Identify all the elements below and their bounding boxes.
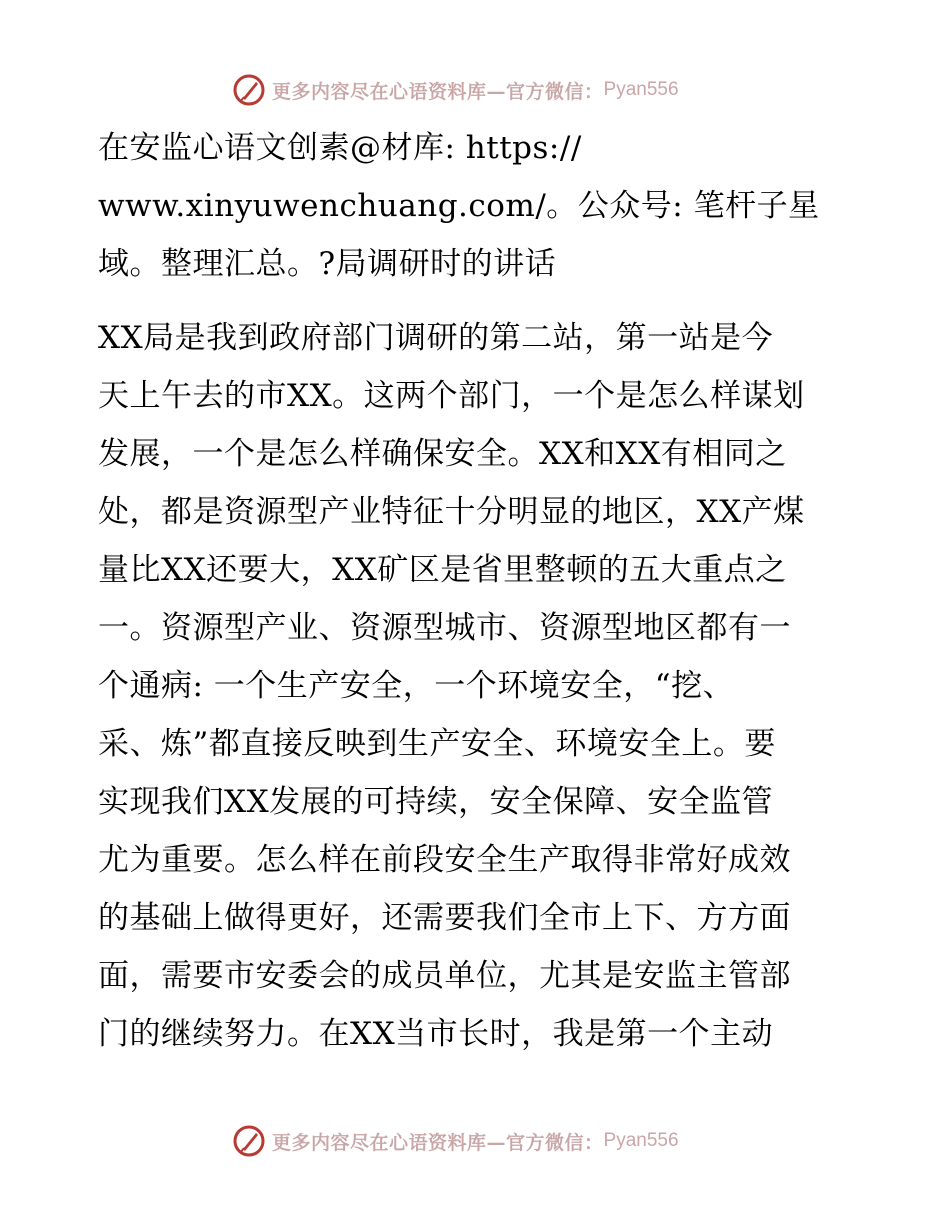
body-line: 实现我们XX发展的可持续，安全保障、安全监管: [98, 784, 774, 820]
banner-text: 更多内容尽在心语资料库—官方微信：: [272, 1131, 604, 1154]
body-line: 天上午去的市XX。这两个部门，一个是怎么样谋划: [98, 378, 805, 414]
banner-text: 更多内容尽在心语资料库—官方微信：: [272, 80, 604, 103]
body-line: 处，都是资源型产业特征十分明显的地区，XX产煤: [98, 494, 805, 530]
body-line: 一。资源型产业、资源型城市、资源型地区都有一: [98, 610, 791, 646]
body-line: 个通病: 一个生产安全，一个环境安全，“挖、: [98, 668, 735, 704]
body-line: XX局是我到政府部门调研的第二站，第一站是今: [98, 320, 774, 356]
body-line: 门的继续努力。在XX当市长时，我是第一个主动: [98, 1016, 774, 1052]
header-banner: [232, 70, 679, 110]
body-line: 面，需要市安委会的成员单位，尤其是安监主管部: [98, 958, 791, 994]
quill-logo-icon: [232, 73, 266, 107]
footer-banner: [232, 1121, 679, 1161]
intro-line: www.xinyuwenchuang.com/。公众号: 笔杆子星: [98, 188, 820, 224]
body-line: 量比XX还要大，XX矿区是省里整顿的五大重点之: [98, 552, 787, 588]
intro-line: 域。整理汇总。?局调研时的讲话: [98, 246, 557, 282]
wechat-id: Pyan556: [603, 79, 679, 100]
quill-logo-icon: [232, 1124, 266, 1158]
body-line: 发展，一个是怎么样确保安全。XX和XX有相同之: [98, 436, 787, 472]
body-line: 的基础上做得更好，还需要我们全市上下、方方面: [98, 900, 791, 936]
body-line: 尤为重要。怎么样在前段安全生产取得非常好成效: [98, 842, 791, 878]
intro-line: 在安监心语文创素@材库: https://: [98, 130, 582, 166]
body-line: 采、炼”都直接反映到生产安全、环境安全上。要: [98, 726, 776, 762]
wechat-id: Pyan556: [603, 1130, 679, 1151]
